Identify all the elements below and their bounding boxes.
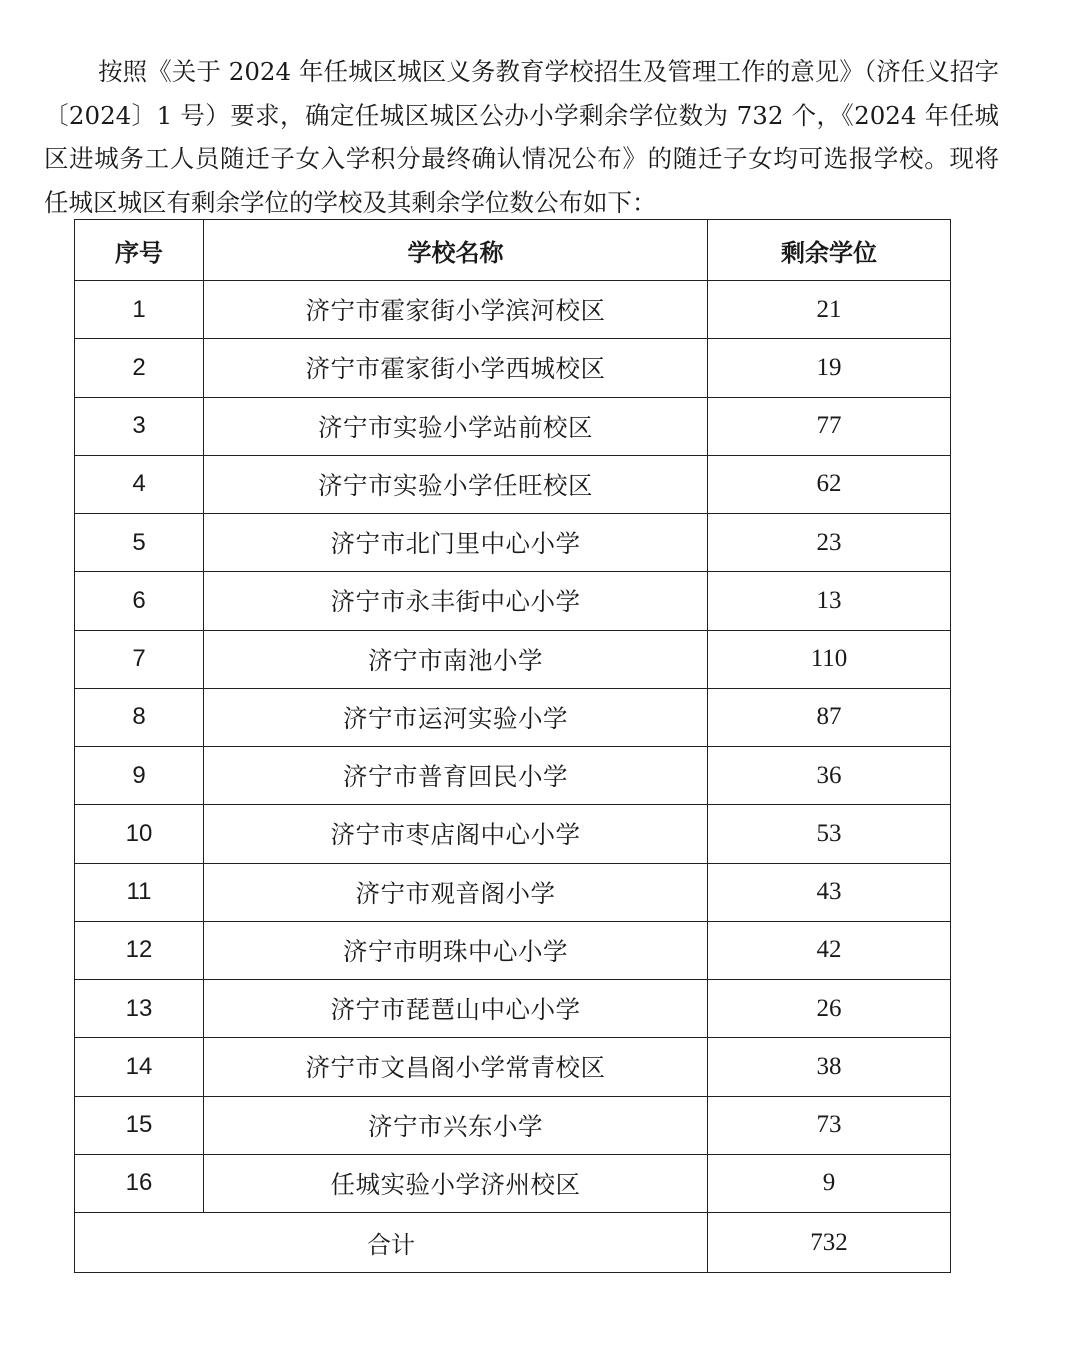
table-row [75,1154,951,1212]
row-remaining-seats: 19 [708,339,951,397]
table-row [75,921,951,979]
table-row [75,1038,951,1096]
intro-text: 按照《关于 2024 年任城区城区义务教育学校招生及管理工作的意见》（济任义招字〔2024〕1 号）要求，确定任城区城区公办小学剩余学位数为 732 个，《2024 年任城区进城务工人员随迁子女入学积分最终确认情况公布》的随迁子女均可选报学校。现将任城区城区有剩余学位的学校及其剩余学位数公布如下： [44,57,999,217]
row-no: 3 [75,397,204,455]
table-header-row [75,220,951,281]
row-no: 14 [75,1038,204,1096]
row-no: 13 [75,980,204,1038]
table-row [75,455,951,513]
row-remaining-seats: 9 [708,1154,951,1212]
row-remaining-seats: 77 [708,397,951,455]
row-remaining-seats: 73 [708,1096,951,1154]
row-remaining-seats: 43 [708,863,951,921]
remaining-seats-table [74,219,951,1273]
row-remaining-seats: 26 [708,980,951,1038]
row-no: 10 [75,805,204,863]
row-remaining-seats: 13 [708,572,951,630]
table-body [75,281,951,1213]
table-row [75,1096,951,1154]
table-row [75,281,951,339]
row-no: 15 [75,1096,204,1154]
row-school-name: 济宁市明珠中心小学 [204,921,708,979]
row-school-name: 济宁市南池小学 [204,630,708,688]
row-school-name: 济宁市霍家街小学滨河校区 [204,281,708,339]
header-no: 序号 [75,220,204,281]
total-row [75,1213,951,1273]
table-row [75,980,951,1038]
row-no: 8 [75,688,204,746]
row-no: 5 [75,514,204,572]
row-school-name: 济宁市实验小学任旺校区 [204,455,708,513]
row-no: 6 [75,572,204,630]
row-school-name: 济宁市运河实验小学 [204,688,708,746]
row-no: 12 [75,921,204,979]
table-row [75,688,951,746]
row-no: 7 [75,630,204,688]
header-school-name: 学校名称 [204,220,708,281]
row-school-name: 济宁市文昌阁小学常青校区 [204,1038,708,1096]
row-school-name: 济宁市琵琶山中心小学 [204,980,708,1038]
row-school-name: 济宁市观音阁小学 [204,863,708,921]
row-school-name: 济宁市北门里中心小学 [204,514,708,572]
row-school-name: 济宁市兴东小学 [204,1096,708,1154]
row-no: 1 [75,281,204,339]
row-school-name: 济宁市霍家街小学西城校区 [204,339,708,397]
row-no: 2 [75,339,204,397]
table-row [75,863,951,921]
table-row [75,805,951,863]
table-row [75,514,951,572]
row-school-name: 济宁市永丰街中心小学 [204,572,708,630]
header-remaining-seats: 剩余学位 [708,220,951,281]
table-row [75,397,951,455]
row-remaining-seats: 87 [708,688,951,746]
row-no: 9 [75,747,204,805]
row-remaining-seats: 36 [708,747,951,805]
row-no: 11 [75,863,204,921]
row-remaining-seats: 23 [708,514,951,572]
row-school-name: 任城实验小学济州校区 [204,1154,708,1212]
row-school-name: 济宁市枣店阁中心小学 [204,805,708,863]
intro-paragraph [44,50,999,224]
row-remaining-seats: 110 [708,630,951,688]
table-row [75,572,951,630]
table-row [75,339,951,397]
row-no: 16 [75,1154,204,1212]
row-remaining-seats: 21 [708,281,951,339]
total-label: 合计 [75,1213,708,1273]
table-row [75,630,951,688]
row-remaining-seats: 53 [708,805,951,863]
row-remaining-seats: 62 [708,455,951,513]
row-school-name: 济宁市普育回民小学 [204,747,708,805]
total-value: 732 [708,1213,951,1273]
row-remaining-seats: 38 [708,1038,951,1096]
row-no: 4 [75,455,204,513]
row-school-name: 济宁市实验小学站前校区 [204,397,708,455]
table-row [75,747,951,805]
row-remaining-seats: 42 [708,921,951,979]
